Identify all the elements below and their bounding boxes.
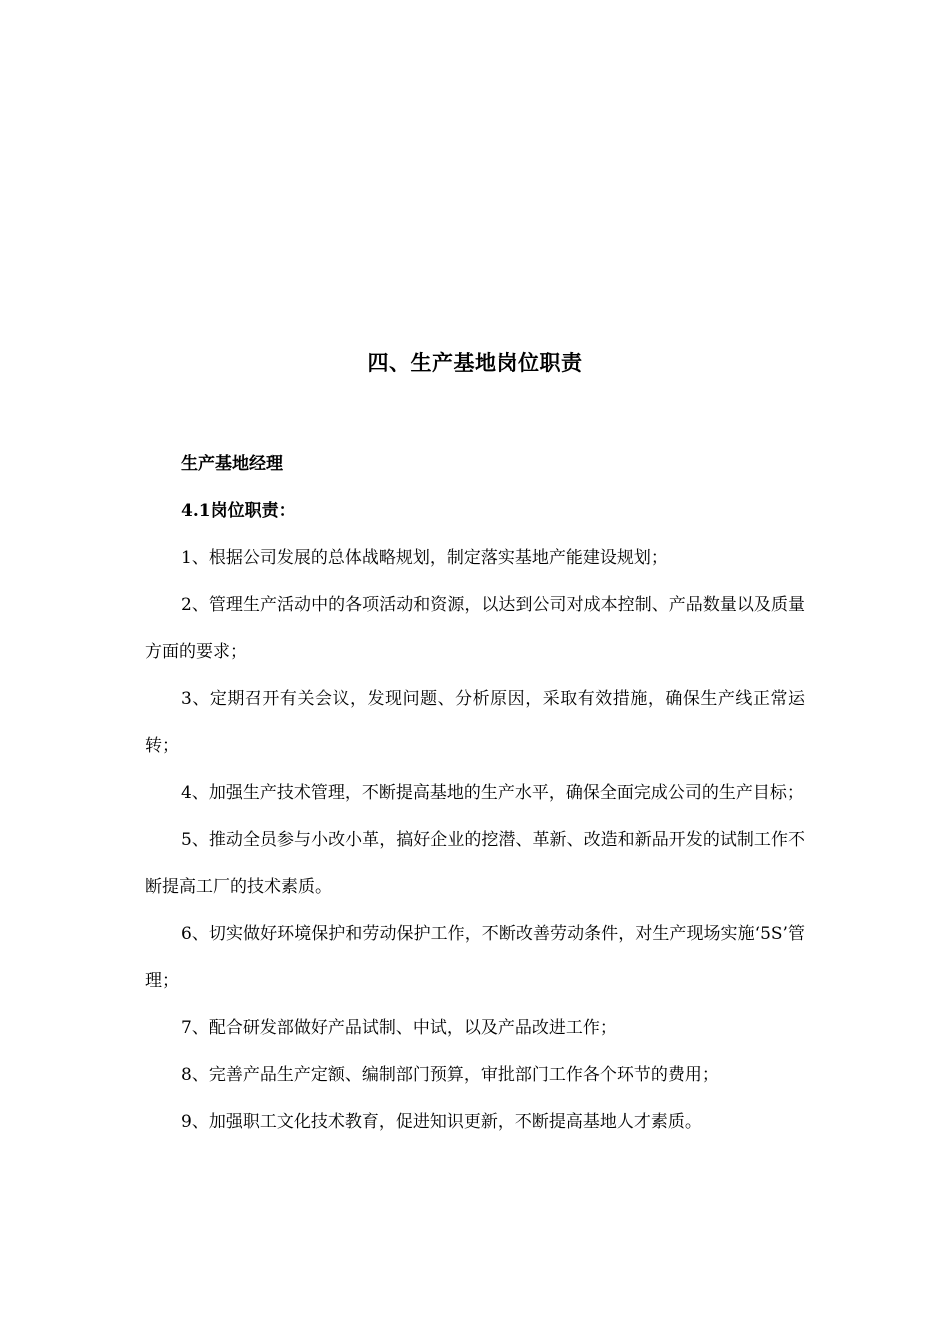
section-heading: 4.1岗位职责： (181, 501, 296, 521)
document-title: 四、生产基地岗位职责 (367, 350, 583, 375)
duty-item: 8、完善产品生产定额、编制部门预算，审批部门工作各个环节的费用； (181, 1065, 719, 1085)
duty-item: 1、根据公司发展的总体战略规划，制定落实基地产能建设规划； (181, 548, 668, 568)
duty-item: 6、切实做好环境保护和劳动保护工作，不断改善劳动条件，对生产现场实施‘5S’管理； (145, 924, 805, 991)
duty-item: 3、定期召开有关会议，发现问题、分析原因，采取有效措施，确保生产线正常运转； (145, 689, 805, 756)
duty-item: 7、配合研发部做好产品试制、中试，以及产品改进工作； (181, 1018, 617, 1038)
duty-item: 9、加强职工文化技术教育，促进知识更新，不断提高基地人才素质。 (181, 1112, 702, 1132)
duty-item: 4、加强生产技术管理，不断提高基地的生产水平，确保全面完成公司的生产目标； (181, 783, 804, 803)
duty-item: 5、推动全员参与小改小革，搞好企业的挖潜、革新、改造和新品开发的试制工作不断提高工厂的技术素质。 (145, 830, 805, 897)
duty-item: 2、管理生产活动中的各项活动和资源，以达到公司对成本控制、产品数量以及质量方面的要求； (145, 595, 805, 662)
role-heading: 生产基地经理 (181, 454, 283, 474)
document-body (145, 441, 805, 1146)
